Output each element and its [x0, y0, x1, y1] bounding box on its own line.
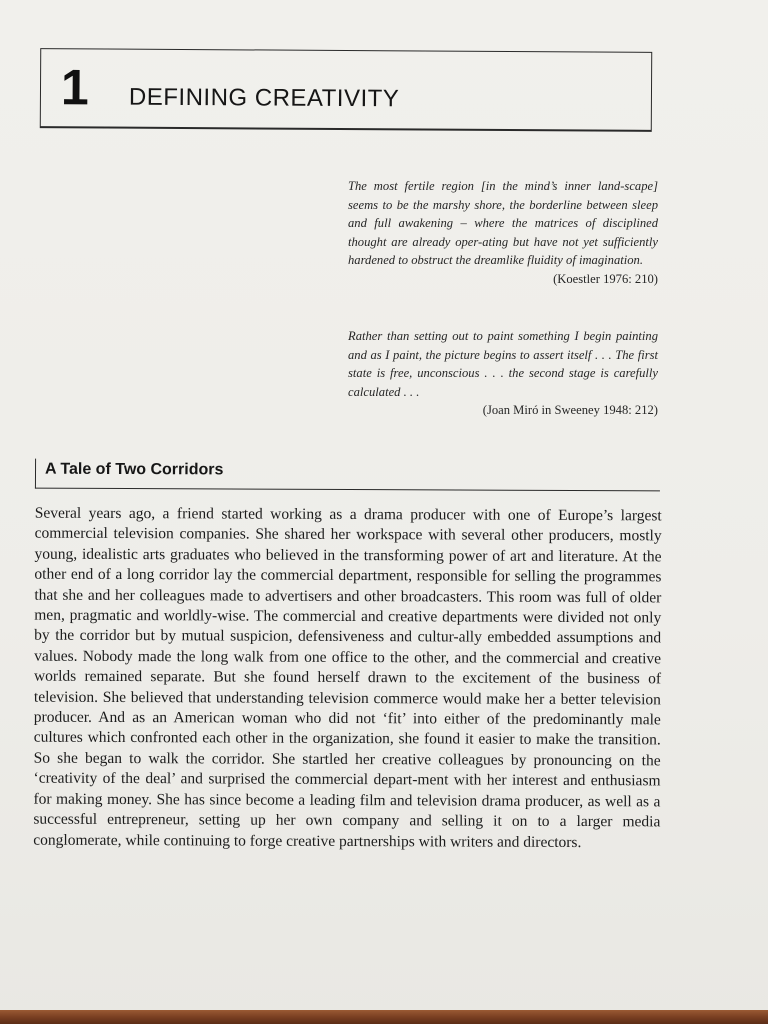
- chapter-header: [40, 48, 652, 132]
- epigraph-citation: (Koestler 1976: 210): [553, 271, 658, 286]
- section-title: A Tale of Two Corridors: [44, 460, 224, 479]
- epigraph-citation: (Joan Miró in Sweeney 1948: 212): [482, 403, 658, 417]
- table-edge: [0, 1010, 768, 1024]
- chapter-number: 1: [60, 59, 89, 116]
- epigraph-quote: Rather than setting out to paint something I begin painting and as I paint, the picture begins to assert itself . . . The first state is free, unconscious . . . the second stage is carefully calculated . . .: [348, 329, 658, 399]
- epigraph: [348, 177, 658, 288]
- epigraph-quote: The most fertile region [in the mind’s inner land-scape] seems to be the marshy shore, the borderline between sleep and full awakening – where the matrices of disciplined thought are already oper-ating but have not yet sufficiently hardened to obstruct the dreamlike fluidity of imagination.: [348, 179, 658, 267]
- epigraph: [348, 327, 658, 420]
- section-heading: [35, 459, 660, 492]
- chapter-title: DEFINING CREATIVITY: [128, 83, 400, 113]
- body-paragraph: Several years ago, a friend started working as a drama producer with one of Europe’s largest commercial television companies. She shared her workspace with several other producers, mostly young, idealistic arts graduates who believed in the transforming power of art and literature. At the other end of a long corridor lay the commercial department, responsible for selling the programmes that she and her colleagues made to advertisers and other broadcasters. This room was full of older men, pragmatic and worldly-wise. The commercial and creative departments were divided not only by the corridor but by mutual suspicion, defensiveness and cultur-ally embedded assumptions and values. Nobody made the long walk from one office to the other, and the commercial and creative worlds remained separate. But she found herself drawn to the excitement of the business of television. She believed that understanding television commerce would make her a better television producer. And as an American woman who did not ‘fit’ into either of the predominantly male cultures which confronted each other in the organization, she found it easier to make the transition. So she began to walk the corridor. She startled her creative colleagues by pronouncing on the ‘creativity of the deal’ and surprised the commercial depart-ment with her interest and enthusiasm for making money. She has since become a leading film and television drama producer, as well as a successful entrepreneur, setting up her own company and selling it on to a larger media conglomerate, while continuing to forge creative partnerships with writers and directors.: [33, 504, 662, 851]
